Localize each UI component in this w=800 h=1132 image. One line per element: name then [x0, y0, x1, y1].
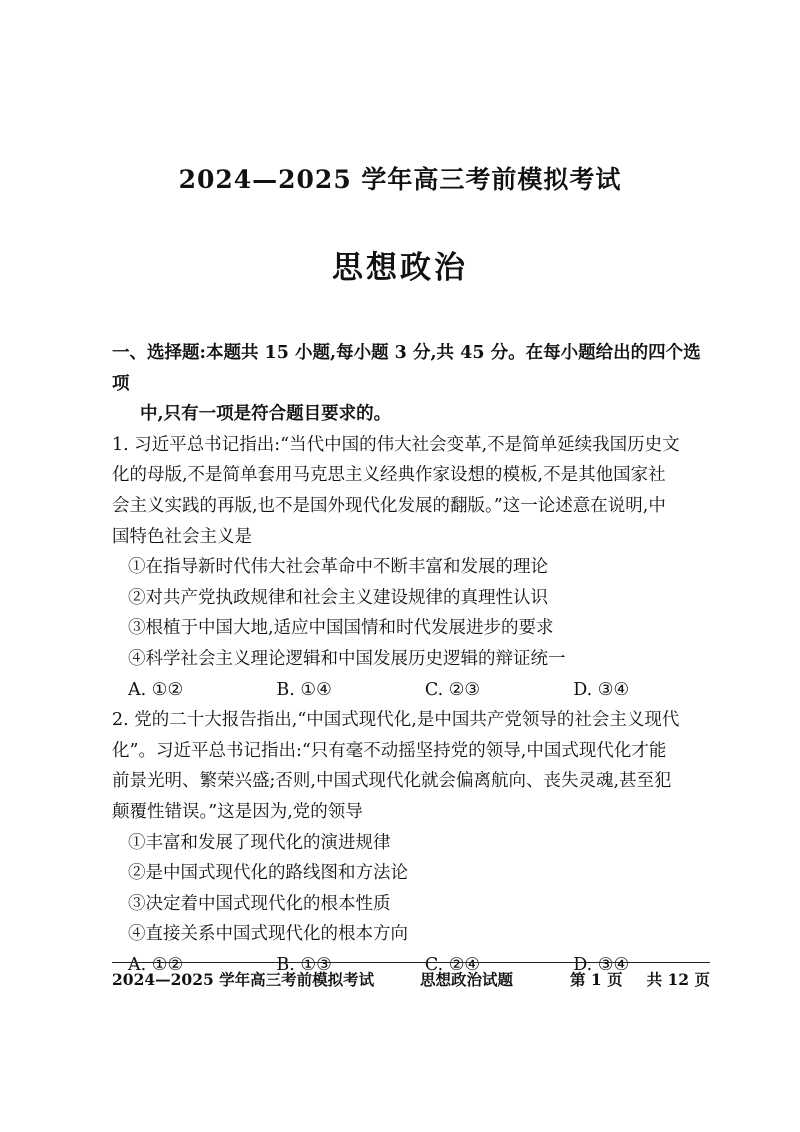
question-stem-line: 1. 习近平总书记指出:“当代中国的伟大社会变革,不是简单延续我国历史文 — [112, 434, 680, 455]
exam-content — [112, 338, 710, 980]
choice-b: B. ①③ — [276, 954, 332, 975]
question-stem-line: 2. 党的二十大报告指出,“中国式现代化,是中国共产党领导的社会主义现代 — [112, 710, 680, 731]
statement-item: ④直接关系中国式现代化的根本方向 — [128, 924, 408, 945]
statement-item: ③决定着中国式现代化的根本性质 — [128, 893, 391, 914]
question-stem-line: 会主义实践的再版,也不是国外现代化发展的翻版。”这一论述意在说明,中 — [112, 495, 666, 516]
choice-c: C. ②③ — [424, 679, 481, 700]
choice-b: B. ①④ — [276, 679, 332, 700]
page-footer — [112, 968, 710, 990]
question-stem-line: 前景光明、繁荣兴盛;否则,中国式现代化就会偏离航向、丧失灵魂,甚至犯 — [112, 771, 672, 792]
footer-exam-name: 2024—2025 学年高三考前模拟考试 — [112, 970, 375, 989]
statement-item: ③根植于中国大地,适应中国国情和时代发展进步的要求 — [128, 618, 554, 639]
statement-item: ①丰富和发展了现代化的演进规律 — [128, 832, 391, 853]
section-heading-line-1: 一、选择题:本题共 15 小题,每小题 3 分,共 45 分。在每小题给出的四个选项 — [112, 343, 701, 394]
question-2 — [112, 705, 710, 980]
footer-divider — [112, 962, 710, 963]
question-1 — [112, 430, 710, 705]
question-stem-line: 国特色社会主义是 — [112, 526, 252, 547]
footer-paper-name: 思想政治试题 — [420, 970, 514, 989]
answer-choices — [112, 675, 710, 706]
choice-a: A. ①② — [128, 954, 184, 975]
question-stem-line: 化”。习近平总书记指出:“只有毫不动摇坚持党的领导,中国式现代化才能 — [112, 740, 667, 761]
choice-d: D. ③④ — [573, 679, 630, 700]
choice-d: D. ③④ — [573, 954, 630, 975]
choice-c: C. ②④ — [424, 954, 481, 975]
exam-title: 2024—2025 学年高三考前模拟考试 — [178, 165, 622, 194]
section-heading — [112, 338, 710, 430]
statement-item: ①在指导新时代伟大社会革命中不断丰富和发展的理论 — [128, 557, 548, 578]
footer-page-number: 第 1 页 — [570, 970, 623, 989]
statement-item: ②对共产党执政规律和社会主义建设规律的真理性认识 — [128, 587, 548, 608]
choice-a: A. ①② — [128, 679, 184, 700]
statement-item: ②是中国式现代化的路线图和方法论 — [128, 863, 408, 884]
question-stem-line: 颠覆性错误。”这是因为,党的领导 — [112, 801, 363, 822]
question-stem-line: 化的母版,不是简单套用马克思主义经典作家设想的模板,不是其他国家社 — [112, 465, 666, 486]
statement-item: ④科学社会主义理论逻辑和中国发展历史逻辑的辩证统一 — [128, 648, 566, 669]
footer-total-pages: 共 12 页 — [646, 970, 710, 989]
section-heading-line-2: 中,只有一项是符合题目要求的。 — [140, 404, 392, 425]
subject-title: 思想政治 — [332, 250, 468, 286]
